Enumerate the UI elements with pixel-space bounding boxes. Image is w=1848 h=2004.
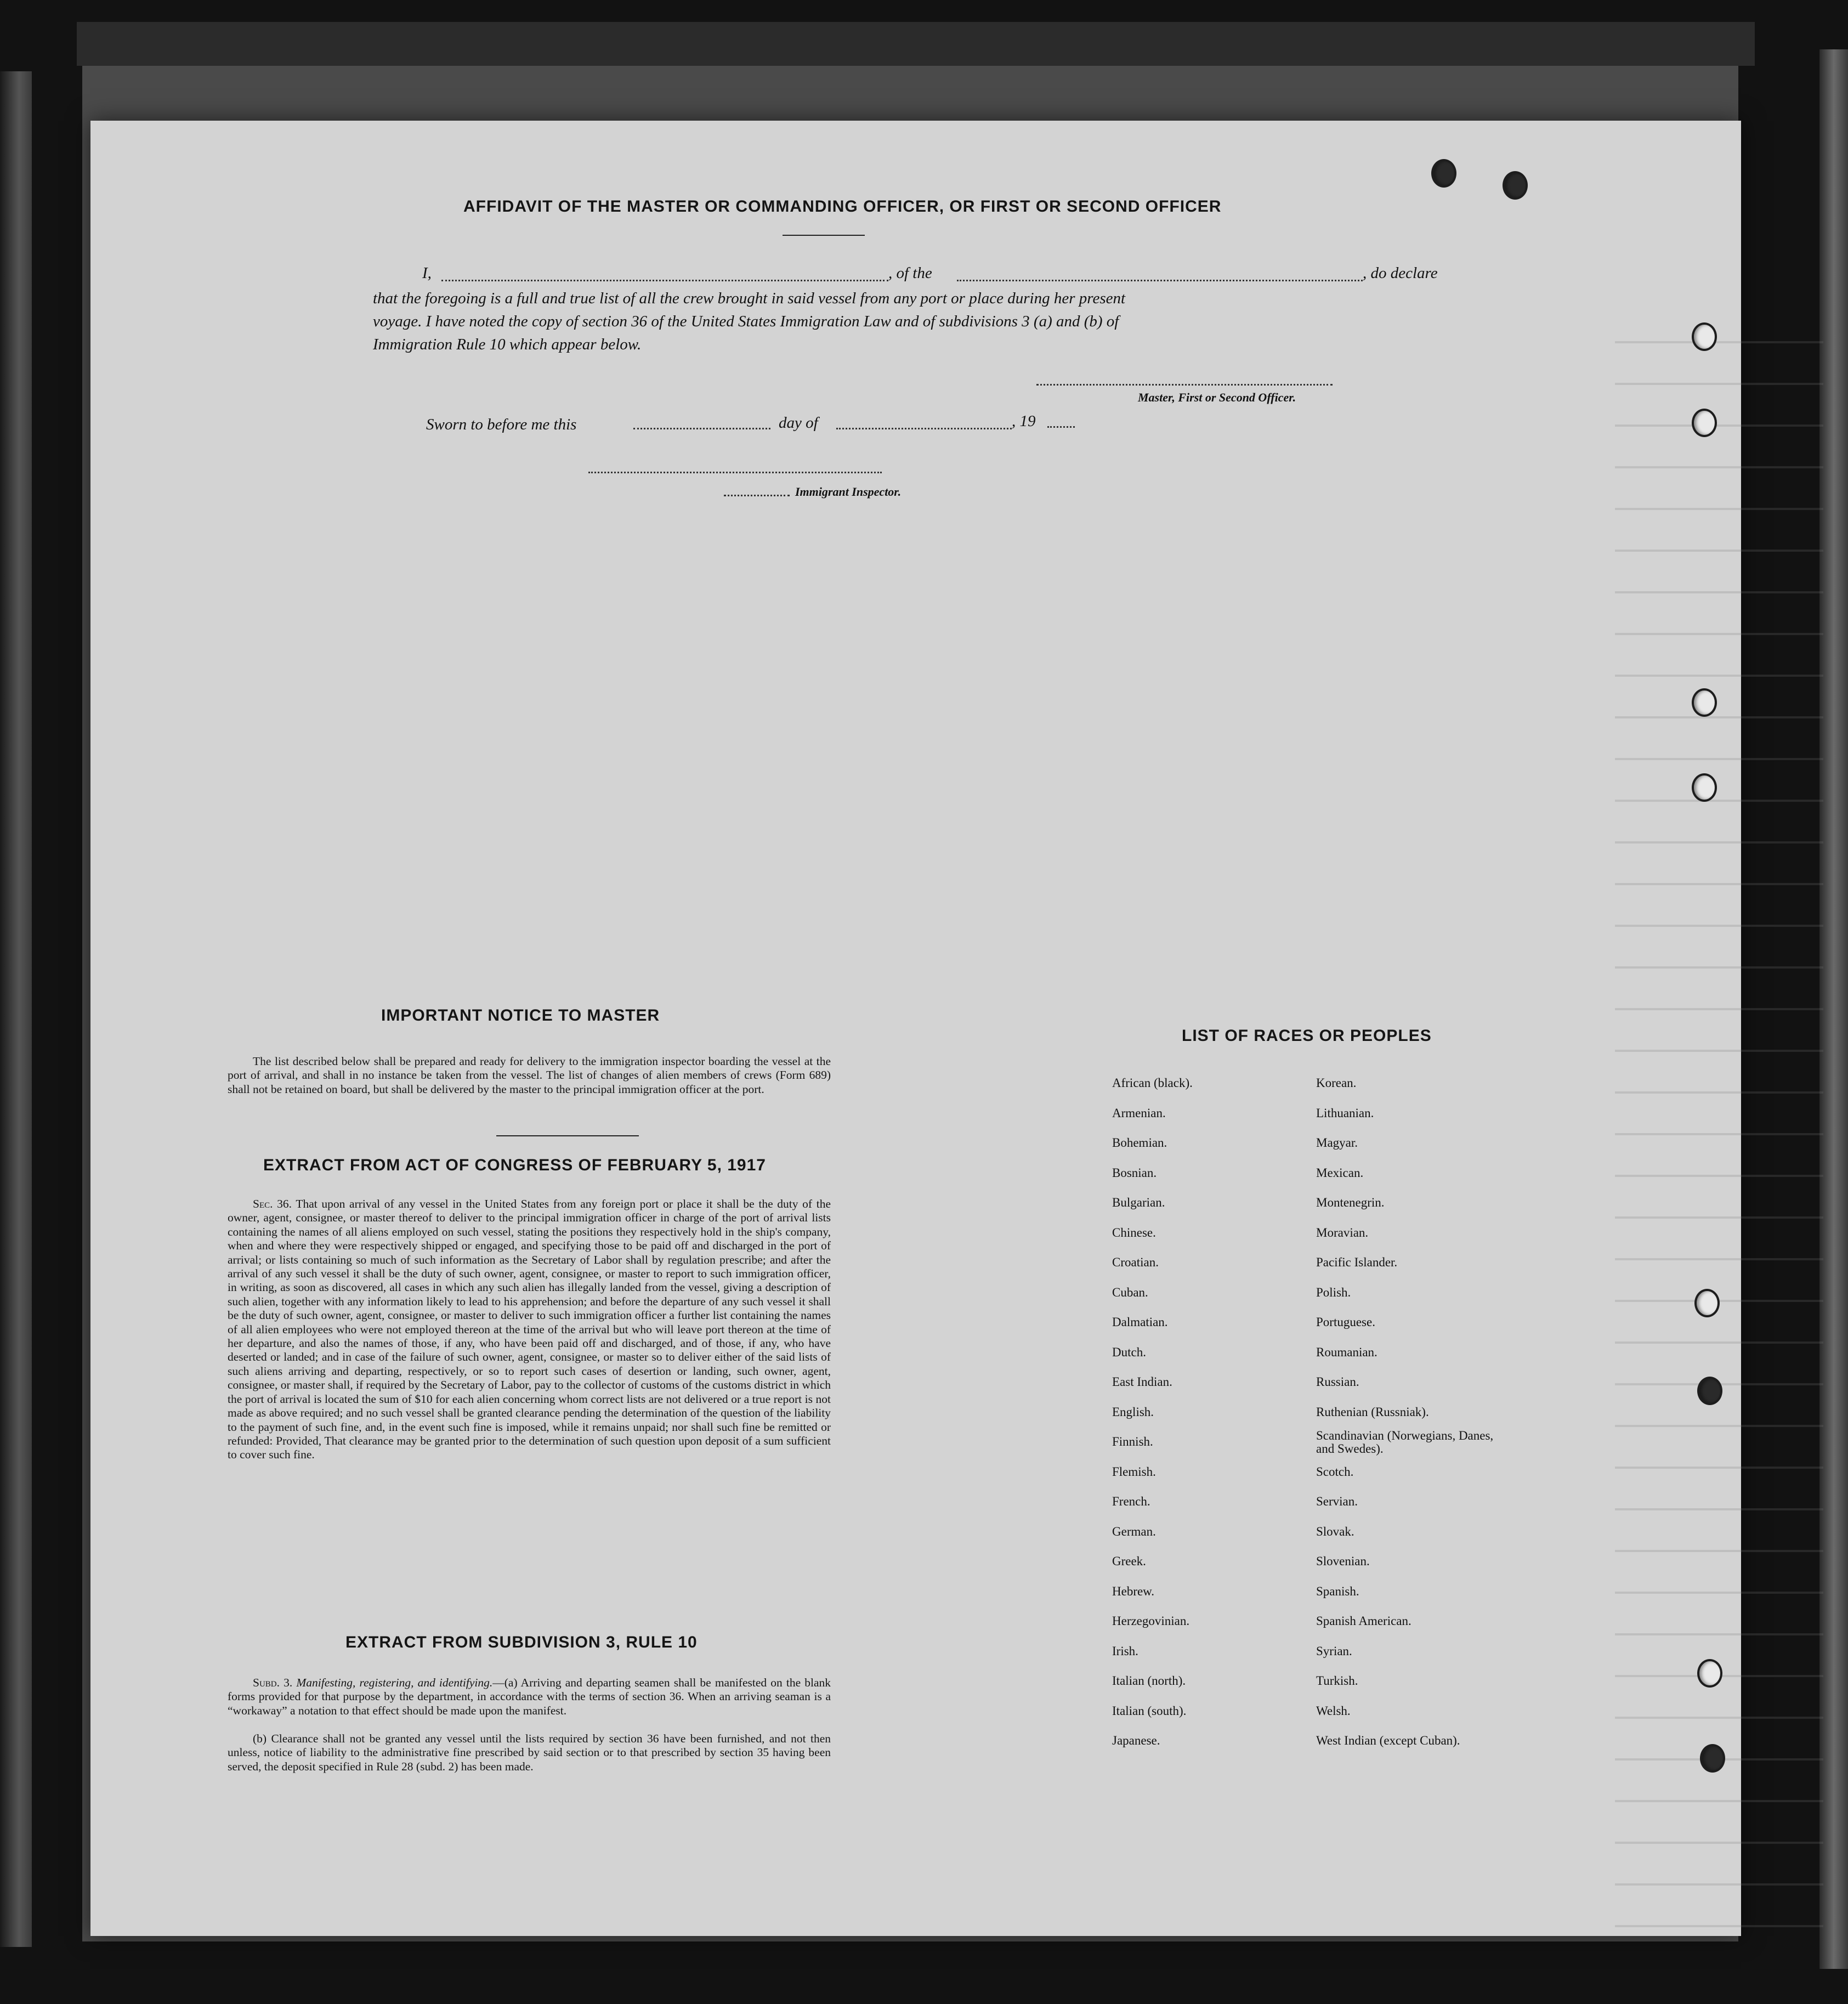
- race-item: Cuban.: [1112, 1285, 1148, 1299]
- punch-hole: [1694, 1289, 1720, 1317]
- inspector-signature-line[interactable]: [588, 472, 882, 473]
- act-section-36: [228, 1197, 831, 1462]
- sworn-year: , 19: [1012, 412, 1036, 430]
- race-item: Spanish.: [1316, 1584, 1359, 1598]
- notice-title: IMPORTANT NOTICE TO MASTER: [381, 1006, 660, 1024]
- race-item: English.: [1112, 1405, 1154, 1419]
- race-item: Armenian.: [1112, 1106, 1166, 1120]
- race-item: German.: [1112, 1524, 1156, 1538]
- race-item: Hebrew.: [1112, 1584, 1155, 1598]
- inspector-label: Immigrant Inspector.: [795, 485, 902, 499]
- race-item: Montenegrin.: [1316, 1196, 1385, 1209]
- act-section-label: Sec. 36.: [253, 1197, 292, 1210]
- race-item: Pacific Islander.: [1316, 1255, 1398, 1269]
- race-item: Welsh.: [1316, 1703, 1351, 1718]
- punch-hole: [1697, 1659, 1722, 1688]
- race-item: Servian.: [1316, 1494, 1358, 1508]
- race-item: Japanese.: [1112, 1734, 1160, 1747]
- affidavit-do-declare: , do declare: [1363, 264, 1438, 282]
- act-title: EXTRACT FROM ACT OF CONGRESS OF FEBRUARY 5, 1917: [263, 1156, 766, 1174]
- sworn-day-of: day of: [779, 414, 818, 432]
- adjacent-page-left: [0, 71, 32, 1947]
- race-item: Mexican.: [1316, 1165, 1364, 1180]
- race-item: Lithuanian.: [1316, 1106, 1374, 1120]
- race-item: Dutch.: [1112, 1345, 1146, 1359]
- affidavit-of-the: , of the: [888, 264, 932, 282]
- rule-subd-label: Subd. 3.: [253, 1676, 293, 1689]
- race-item: Roumanian.: [1316, 1345, 1378, 1359]
- sworn-year-blank[interactable]: [1047, 426, 1075, 428]
- adjacent-page-right: [1819, 49, 1848, 1969]
- sworn-month-blank[interactable]: [836, 428, 1012, 429]
- races-title: LIST OF RACES OR PEOPLES: [1182, 1027, 1432, 1045]
- race-item: Ruthenian (Russniak).: [1316, 1405, 1429, 1419]
- race-item: French.: [1112, 1494, 1150, 1508]
- name-blank[interactable]: [441, 280, 888, 281]
- affidavit-line-2: voyage. I have noted the copy of section 36 of the United States Immigration Law and of subdivisions 3 (a) and (b) of: [373, 313, 1119, 330]
- master-signature-label: Master, First or Second Officer.: [1138, 390, 1296, 404]
- race-item: Syrian.: [1316, 1644, 1352, 1658]
- race-item: Slovak.: [1316, 1524, 1354, 1538]
- race-item: Bosnian.: [1112, 1165, 1157, 1180]
- punch-hole: [1697, 1377, 1722, 1405]
- race-item: Portuguese.: [1316, 1315, 1375, 1329]
- race-item: Greek.: [1112, 1554, 1146, 1568]
- race-item: Herzegovinian.: [1112, 1614, 1190, 1628]
- punch-hole: [1692, 773, 1717, 802]
- master-signature-line[interactable]: [1036, 384, 1333, 386]
- punch-hole: [1431, 159, 1456, 188]
- punch-hole: [1700, 1744, 1725, 1773]
- race-item: Korean.: [1316, 1076, 1357, 1090]
- race-item: Bulgarian.: [1112, 1196, 1165, 1209]
- race-item: Polish.: [1316, 1285, 1351, 1299]
- race-item: Italian (south).: [1112, 1703, 1187, 1718]
- punch-hole: [1503, 171, 1528, 200]
- rule-paragraph-a: [228, 1676, 831, 1718]
- sworn-text: Sworn to before me this: [426, 416, 577, 433]
- punch-hole: [1692, 409, 1717, 437]
- race-item: Chinese.: [1112, 1225, 1156, 1239]
- rule-text-a: —(a) Arriving and departing seamen shall be manifested on the blank forms provided for that purpose by the department, in accordance with the terms of section 36. When an arriving seaman is a “workaway” a notation to that effect should be made upon the manifest.: [228, 1676, 831, 1717]
- title-underline: [783, 235, 865, 236]
- rule-title: EXTRACT FROM SUBDIVISION 3, RULE 10: [345, 1633, 698, 1651]
- race-item: Spanish American.: [1316, 1614, 1411, 1628]
- race-item: Dalmatian.: [1112, 1315, 1168, 1329]
- top-edge-strip: [77, 22, 1755, 66]
- race-item: East Indian.: [1112, 1375, 1172, 1389]
- document-page: [90, 121, 1741, 1936]
- race-item: Scandinavian (Norwegians, Danes, and Swedes).: [1316, 1429, 1494, 1456]
- punch-hole: [1692, 322, 1717, 351]
- affidavit-i: I,: [422, 264, 432, 282]
- affidavit-line-1: that the foregoing is a full and true list of all the crew brought in said vessel from any port or place during her present: [373, 290, 1126, 307]
- race-item: Bohemian.: [1112, 1136, 1167, 1150]
- race-item: Croatian.: [1112, 1255, 1159, 1269]
- race-item: Russian.: [1316, 1375, 1359, 1389]
- rule-paragraph-b: (b) Clearance shall not be granted any vessel until the lists required by section 36 have been furnished, and not then unless, notice of liability to the administrative fine prescribed by said section or to that prescribed by section 35 having been served, the deposit specified in Rule 28 (subd. 2) has been made.: [228, 1732, 831, 1773]
- punch-hole: [1692, 688, 1717, 717]
- race-item: Scotch.: [1316, 1464, 1354, 1479]
- race-item: Moravian.: [1316, 1225, 1369, 1239]
- race-item: Flemish.: [1112, 1464, 1156, 1479]
- race-item: Magyar.: [1316, 1136, 1358, 1150]
- notice-text: The list described below shall be prepared and ready for delivery to the immigration inspector boarding the vessel at the port of arrival, and shall in no instance be taken from the vessel. The list of changes of alien members of crews (Form 689) shall not be retained on board, but shall be delivered by the master to the principal immigration officer at the port.: [228, 1055, 831, 1096]
- affidavit-title: AFFIDAVIT OF THE MASTER OR COMMANDING OFFICER, OR FIRST OR SECOND OFFICER: [463, 197, 1222, 216]
- race-item: Slovenian.: [1316, 1554, 1370, 1568]
- affidavit-line-3: Immigration Rule 10 which appear below.: [373, 336, 642, 353]
- race-item: Finnish.: [1112, 1435, 1153, 1448]
- bleed-through-lines: [1615, 302, 1823, 1947]
- rule-subd-heading: Manifesting, registering, and identifying.: [296, 1676, 493, 1689]
- race-item: Irish.: [1112, 1644, 1138, 1658]
- race-item: African (black).: [1112, 1076, 1193, 1090]
- act-text: That upon arrival of any vessel in the United States from any foreign port or place it shall be the duty of the owner, agent, consignee, or master thereof to deliver to the principal immigration officer in charge of the port of arrival lists containing the names of all aliens employed on such vessel, stating the positions they respectively hold in the ship's company, when and where they were respectively shipped or engaged, and specifying those to be paid off and discharged in the port of arrival; or lists containing so much of such information as the Secretary of Labor shall by regulation prescribe; and after the arrival of any such vessel it shall be the duty of such owner, agent, consignee, or master to report to such immigration officer, in writing, as soon as discovered, all cases in which any such alien has illegally landed from the vessel, giving a description of such alien, together with any information likely to lead to his apprehension; and before the departure of any such vessel it shall be the duty of such owner, agent, consignee, or master to deliver to such immigration officer a further list containing the names of all alien employees who were not employed thereon at the time of the arrival but who will leave port thereon at the time of her departure, and also the names of those, if any, who have been paid off and discharged, and of those, if any, who have deserted or landed; and in case of the failure of such owner, agent, consignee, or master so to deliver either of the said lists of such aliens arriving and departing, respectively, or so to report such cases of desertion or landing, such owner, agent, consignee, or master shall, if required by the Secretary of Labor, pay to the collector of customs of the customs district in which the port of arrival is located the sum of $10 for each alien concerning whom correct lists are not delivered or a true report is not made as above required; and no such vessel shall be granted clearance pending the determination of the question of the liability to the payment of such fine, and, in the event such fine is imposed, while it remains unpaid; nor shall such fine be remitted or refunded: Provided, That clearance may be granted prior to the determination of such question upon deposit of a sum sufficient to cover such fine.: [228, 1197, 831, 1462]
- race-item: Turkish.: [1316, 1674, 1358, 1688]
- sworn-day-blank[interactable]: [633, 428, 770, 429]
- race-item: Italian (north).: [1112, 1674, 1186, 1688]
- race-item: West Indian (except Cuban).: [1316, 1734, 1460, 1747]
- vessel-blank[interactable]: [957, 280, 1363, 281]
- notice-divider: [496, 1135, 639, 1136]
- inspector-signature-line-short: [724, 495, 790, 496]
